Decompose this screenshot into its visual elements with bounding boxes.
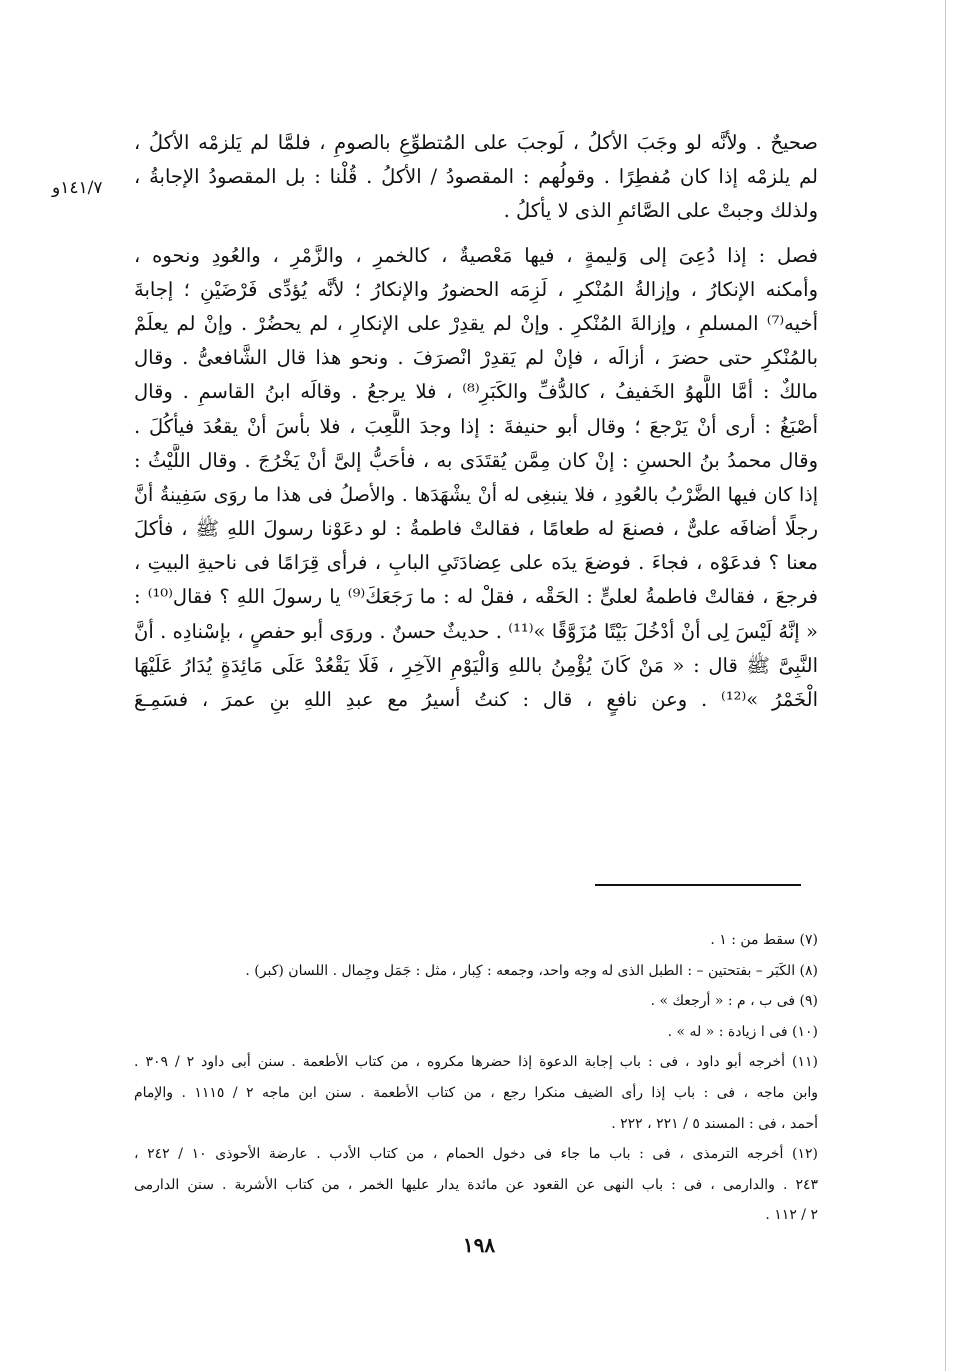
text-line: « إنَّهُ لَيْسَ لِى أنْ أدْخُلَ بَيْتًا مُزَوَّقًا »⁽¹¹⁾ . حديثٌ حسنٌ . وروَى أبو حفصٍ ، بإسْنادِه . أنَّ [134,619,818,643]
footnote-12: (١٢) أخرجه الترمذى ، فى : باب ما جاء فى دخول الحمام ، من كتاب الأدب . عارضة الأحوذى ١٠ / ٢٤٢ ، [134,1146,818,1163]
text-line: النَّبِىَّ ﷺ قال : « مَنْ كَانَ يُؤْمِنُ باللهِ وَالْيَوْمِ الآخِرِ ، فَلَا يَقْعُدْ عَلَى مَائِدَةٍ يُدَارُ عَلَيْهَا [134,653,818,677]
text-line: رجلًا أضافَه علىٌّ ، فصنعَ له طعامًا ، فقالتْ فاطمةُ : لو دعَوْنا رسولَ اللهِ ﷺ ، فأكلَ [134,517,818,541]
footnote-12-continued: ٢٤٣ . والدارمى ، فى : باب النهى عن القعود عن مائدة يدار عليها الخمر ، من كتاب الأشربة . سنن الدارمى [134,1176,818,1193]
paragraph-gap [134,229,818,239]
footnote-separator [595,884,801,886]
text-line: مالكٌ : أمَّا اللَّهوُ الخَفيفُ ، كالدُّفِّ والكَبَرِ⁽⁸⁾ ، فلا يرجعُ . وقالَه ابنُ القاسمِ . وقال [134,380,818,404]
text-line: بالمُنْكرِ حتى حضرَ ، أزالَه ، فإنْ لم يَقدِرْ انْصرَفَ . ونحو هذا قال الشَّافعىُّ . وقال [134,346,818,370]
footnote-12-continued: ٢ / ١١٢ . [765,1207,818,1224]
manuscript-folio-marker: ١٤١/٧و [52,178,103,198]
right-margin-rule [945,0,946,1371]
text-line-fasl: فصل : إذا دُعِىَ إلى وَليمةٍ ، فيها مَعْصيةٌ ، كالخمرِ ، والزَّمْرِ ، والعُودِ ونحوه ، [134,243,818,267]
text-line: الْخَمْرُ »⁽¹²⁾ . وعن نافعٍ ، قال : كنتُ أسيرُ مع عبدِ اللهِ بنِ عمرَ ، فسَمِـعَ [134,688,818,711]
footnote-11-continued: وابن ماجه ، فى : باب إذا رأى الضيف منكرا رجع ، من كتاب الأطعمة . سنن ابن ماجه ٢ / ١١١٥ . والإمام [134,1084,818,1101]
text-line: وقال محمدُ بنُ الحسنِ : إنْ كان مِمَّن يُقتَدَى به ، فأحَبُّ إلىَّ أنْ يَخْرُجَ . وقال اللَّيْثُ : [134,448,818,472]
footnote-8: (٨) الكَبَر – بفتحتين – : الطبل الذى له وجه واحد، وجمعه : كِبار ، مثل : جَمَل وجِمال . اللسان (كبر) . [245,962,818,979]
footnotes [134,925,818,1231]
text-line: معنا ؟ فدعَوْه ، فجاءَ . فوضعَ يدَه على عِضادَتَىِ البابِ ، فرأى قِرَامًا فى ناحيةِ البيتِ ، [134,551,818,575]
footnote-10: (١٠) فى ا زيادة : « له » . [667,1023,818,1040]
footnote-11-continued: أحمد ، فى : المسند ٥ / ٢٢١ ، ٢٢٢ . [611,1115,818,1132]
text-line: وأمكنه الإنكارُ ، وإزالةُ المُنْكرِ ، لَزِمَه الحضورُ والإنكارُ ؛ لأنَّه يُؤدِّى فَرْضَيْنِ ؛ إجابةَ [134,277,818,301]
text-line: صحيحٌ . ولأنَّه لو وجَبَ الأكلُ ، لَوجبَ على المُتطوِّعِ بالصومِ ، فلمَّا لم يَلزمْه الأكلُ ، [134,131,818,154]
page-number: ١٩٨ [462,1233,496,1257]
text-line: فرجعَ ، فقالتْ فاطمةُ لعلىٍّ : الحَقْه ، فقلْ له : ما رَجَعَكَ⁽⁹⁾ يا رسولَ اللهِ ؟ فقال⁽¹⁰⁾ : [134,585,818,609]
footnote-7: (٧) سقط من : ١ . [710,932,818,948]
text-line: أصْبَغُ : أرى أنْ يَرْجعَ ؛ وقال أبو حنيفةَ : إذا وجدَ اللَّعِبَ ، فلا بأسَ أنْ يقعُدَ فيأكُلَ . [134,414,818,438]
main-text [134,126,818,717]
text-line: أخيه⁽⁷⁾ المسلمِ ، وإزالةَ المُنْكرِ . وإنْ لم يقدِرْ على الإنكارِ ، لم يحضُرْ . وإنْ لم يعلَمْ [134,311,818,335]
text-line: لم يلزمْه إذا كان مُفطِرًا . وقولُهم : المقصودُ / الأكلُ . قُلْنا : بل المقصودُ الإجابةُ ، [134,165,818,189]
text-line: إذا كان فيها الضَّرْبُ بالعُودِ ، فلا ينبغِى له أنْ يشْهَدَها . والأصلُ فى هذا ما روَى سَفِينةُ أنَّ [134,483,818,506]
text-line: ولذلك وجبتْ على الصَّائمِ الذى لا يأكلُ . [503,199,818,223]
footnote-9: (٩) فى ب ، م : « أرجعك » . [650,993,818,1010]
footnote-11: (١١) أخرجه أبو داود ، فى : باب إجابة الدعوة إذا حضرها مكروه ، من كتاب الأطعمة . سنن أبى داود ٢ / ٣٠٩ . [134,1054,818,1071]
